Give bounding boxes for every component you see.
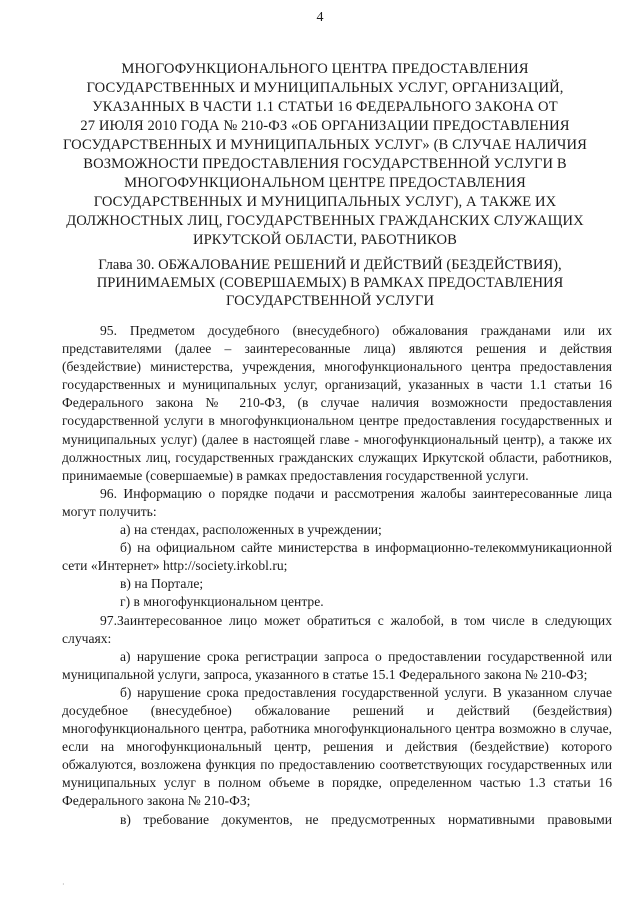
- heading-line: ВОЗМОЖНОСТИ ПРЕДОСТАВЛЕНИЯ ГОСУДАРСТВЕННОЙ УСЛУГИ В: [83, 156, 567, 172]
- list-item: в) требование документов, не предусмотренных нормативными правовыми: [120, 811, 612, 827]
- paragraph-95: 95. Предметом досудебного (внесудебного) обжалования гражданами или их представителями (далее – заинтересованные лица) являются решения и действия (бездействие) министерства, учреждения, многофункционального центра предоставления государственных и муниципальных услуг, организаций, указанных в части 1.1 статьи 16 Федерального закона № 210-ФЗ, (в случае наличия возможности предоставления государственной услуги в многофункциональном центре предоставления государственных и муниципальных услуг) (далее в настоящей главе - многофункциональный центр), а также их должностных лиц, государственных гражданских служащих Иркутской области, работников, принимаемые (совершаемые) в рамках предоставления государственной услуги.: [62, 323, 612, 483]
- heading-line: ИРКУТСКОЙ ОБЛАСТИ, РАБОТНИКОВ: [192, 232, 458, 248]
- list-item: б) нарушение срока предоставления государственной услуги. В указанном случае досудебное (внесудебное) обжалование решений и действий (бездействия) многофункционального центра, работника многофункционального центра возможно в случае, если на многофункциональный центр, решения и действия (бездействие) которого обжалуются, возложена функция по предоставлению соответствующих государственных или муниципальных услуг в полном объеме в порядке, определенном частью 1.3 статьи 16 Федерального закона № 210-ФЗ;: [62, 684, 612, 809]
- heading-line: ДОЛЖНОСТНЫХ ЛИЦ, ГОСУДАРСТВЕННЫХ ГРАЖДАНСКИХ СЛУЖАЩИХ: [66, 213, 584, 229]
- list-item: б) на официальном сайте министерства в информационно-телекоммуникационной сети «Интернет» http://society.irkobl.ru;: [62, 540, 612, 574]
- chapter-line: ГОСУДАРСТВЕННОЙ УСЛУГИ: [226, 293, 434, 309]
- list-item: г) в многофункциональном центре.: [120, 594, 324, 610]
- list-item: а) нарушение срока регистрации запроса о предоставлении государственной или муниципальной услуги, запроса, указанного в статье 15.1 Федерального закона № 210-ФЗ;: [62, 648, 612, 682]
- heading-line: МНОГОФУНКЦИОНАЛЬНОМ ЦЕНТРЕ ПРЕДОСТАВЛЕНИЯ: [124, 175, 526, 191]
- paragraph-97: 97.Заинтересованное лицо может обратиться с жалобой, в том числе в следующих случаях:: [62, 612, 612, 646]
- heading-line: МНОГОФУНКЦИОНАЛЬНОГО ЦЕНТРА ПРЕДОСТАВЛЕНИЯ: [121, 61, 529, 77]
- list-item: в) на Портале;: [120, 576, 204, 592]
- list-item: а) на стендах, расположенных в учреждении;: [120, 522, 382, 538]
- page-number: 4: [316, 10, 324, 25]
- heading-line: ГОСУДАРСТВЕННЫХ И МУНИЦИПАЛЬНЫХ УСЛУГ» (В СЛУЧАЕ НАЛИЧИЯ: [63, 137, 587, 153]
- body-text: [62, 322, 612, 829]
- heading-line: ГОСУДАРСТВЕННЫХ И МУНИЦИПАЛЬНЫХ УСЛУГ, ОРГАНИЗАЦИЙ,: [86, 80, 564, 96]
- chapter-line: ПРИНИМАЕМЫХ (СОВЕРШАЕМЫХ) В РАМКАХ ПРЕДОСТАВЛЕНИЯ: [96, 275, 564, 291]
- heading-line: УКАЗАННЫХ В ЧАСТИ 1.1 СТАТЬИ 16 ФЕДЕРАЛЬНОГО ЗАКОНА ОТ: [92, 99, 558, 115]
- heading-line: 27 ИЮЛЯ 2010 ГОДА № 210-ФЗ «ОБ ОРГАНИЗАЦИИ ПРЕДОСТАВЛЕНИЯ: [80, 118, 570, 134]
- heading-line: ГОСУДАРСТВЕННЫХ И МУНИЦИПАЛЬНЫХ УСЛУГ), А ТАКЖЕ ИХ: [93, 194, 557, 210]
- paragraph-96: 96. Информацию о порядке подачи и рассмотрения жалобы заинтересованные лица могут получить:: [62, 485, 612, 519]
- section-heading: [55, 60, 595, 250]
- chapter-title: [80, 256, 580, 310]
- chapter-line: Глава 30. ОБЖАЛОВАНИЕ РЕШЕНИЙ И ДЕЙСТВИЙ (БЕЗДЕЙСТВИЯ),: [98, 257, 562, 273]
- scan-speck: ·: [62, 880, 65, 889]
